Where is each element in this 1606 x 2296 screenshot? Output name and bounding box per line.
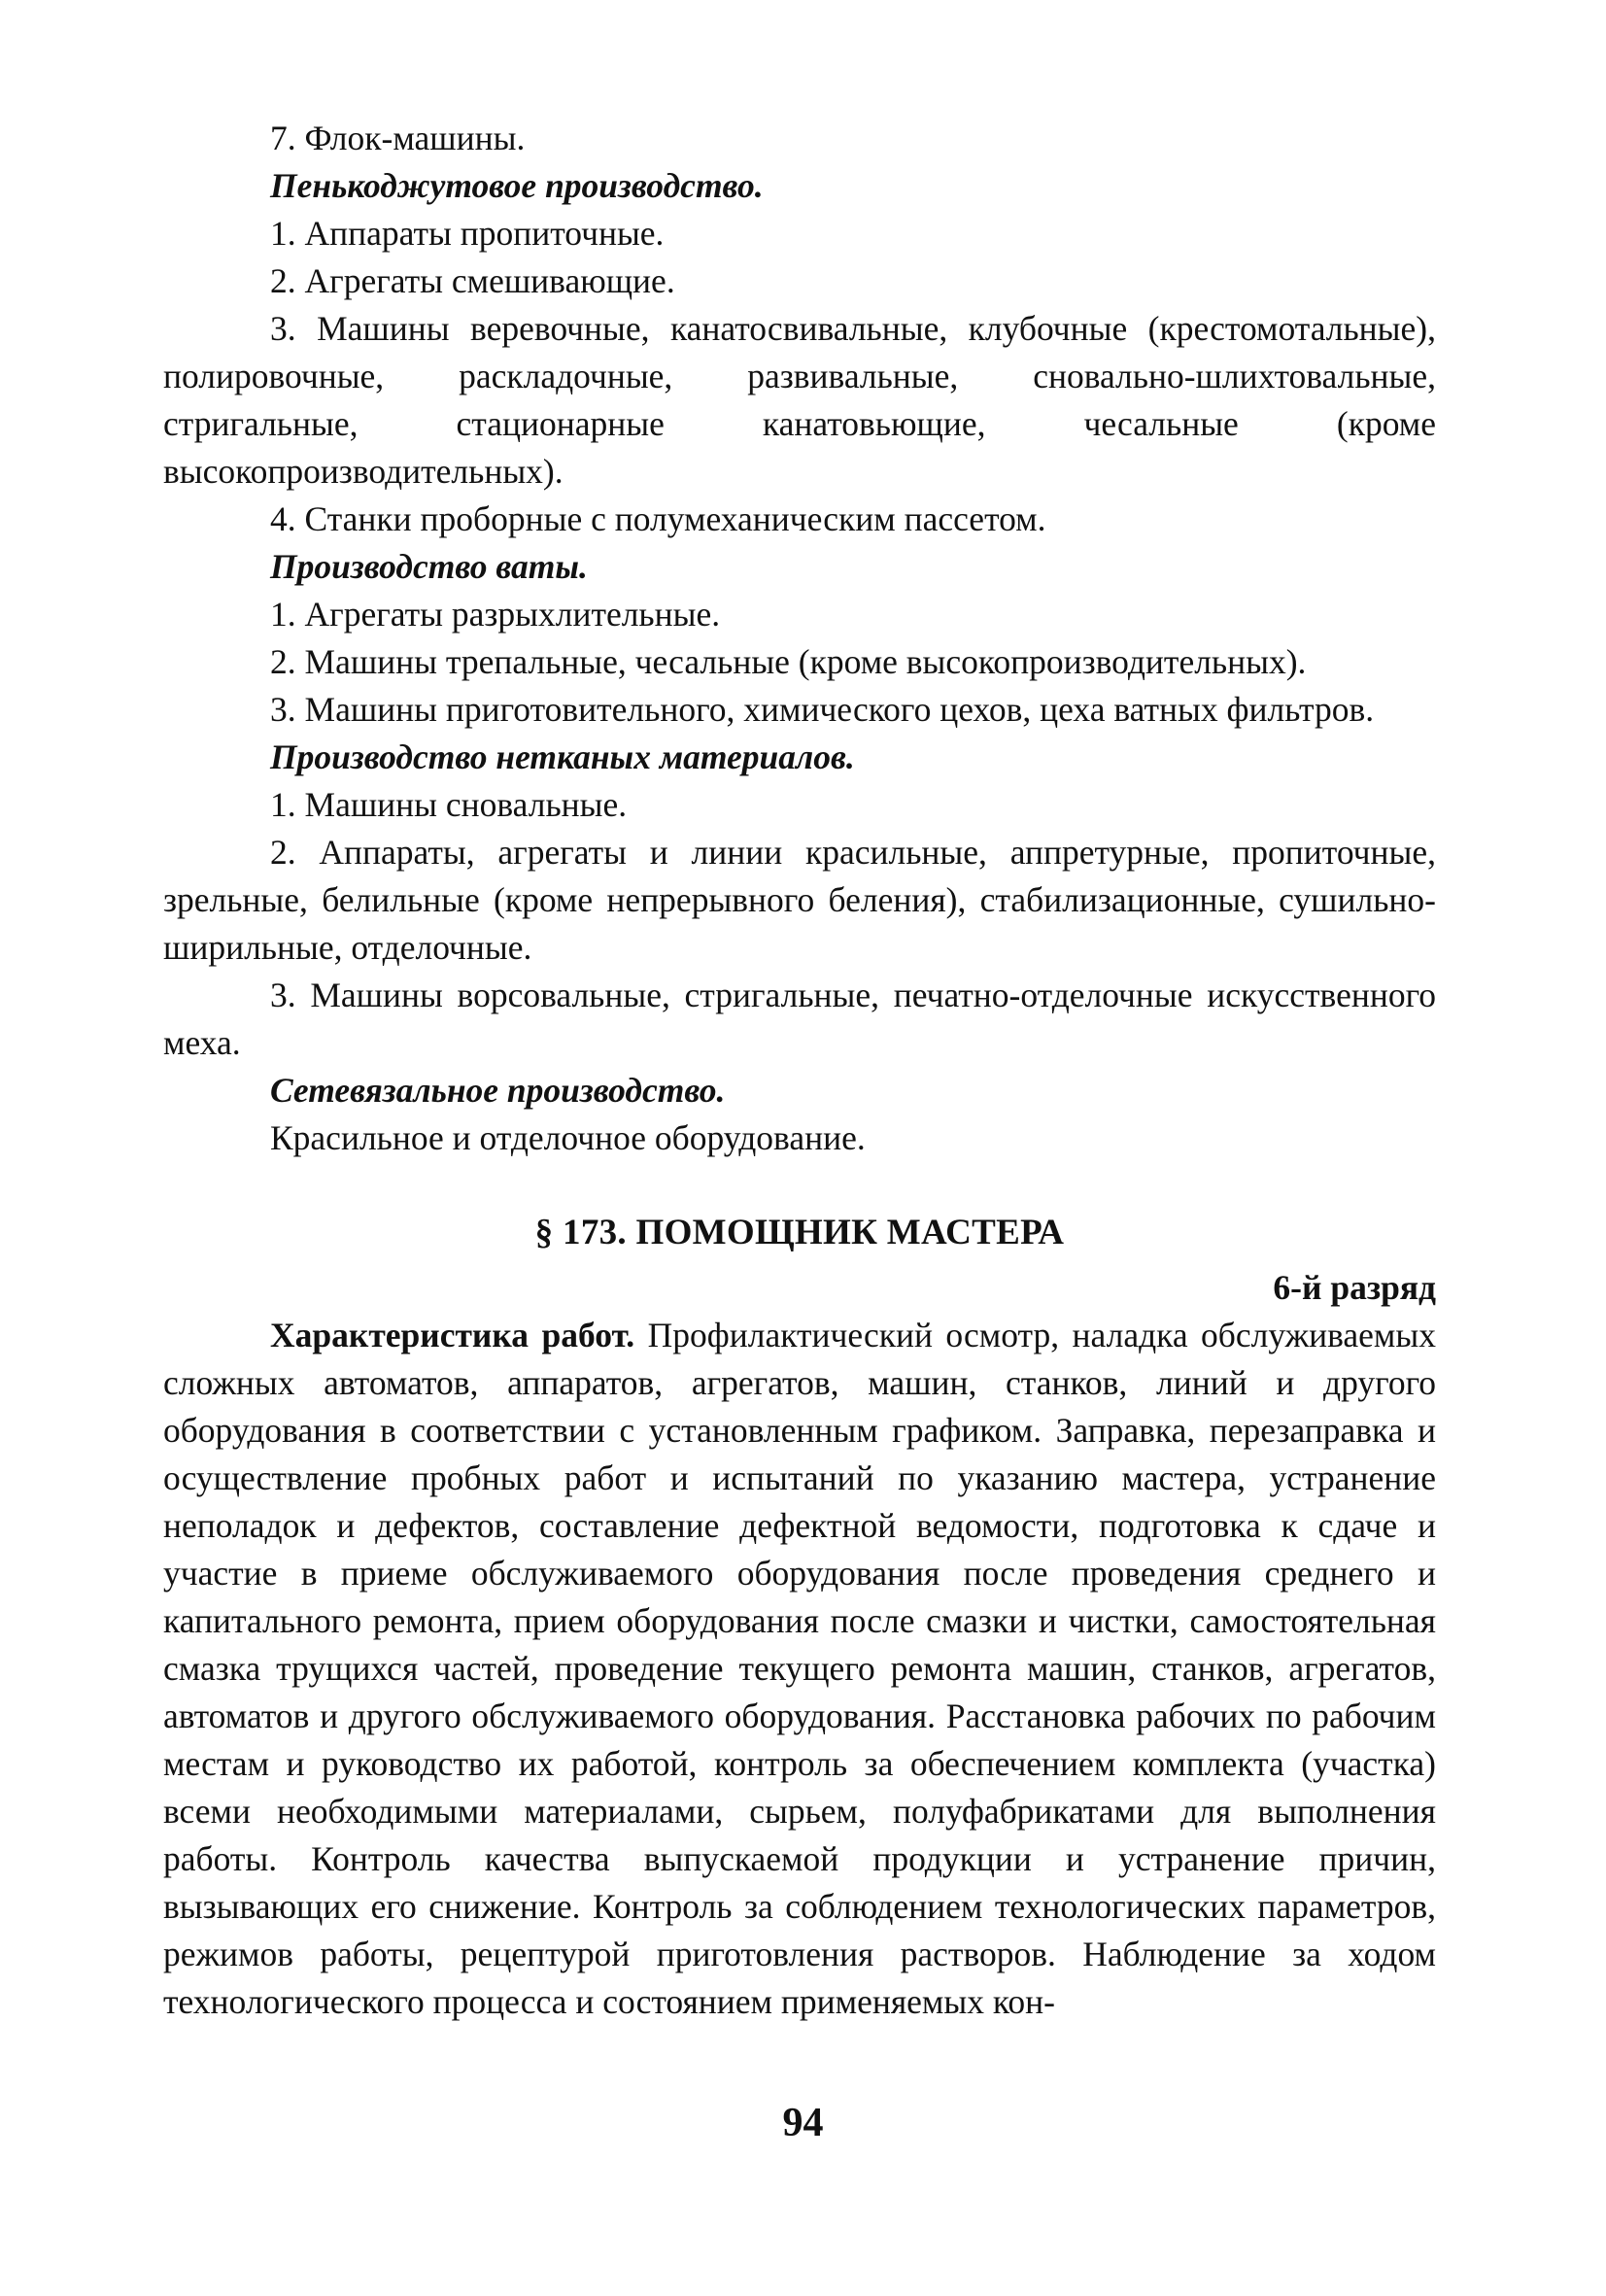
subsection-heading: Пенькоджутовое производство. [270, 166, 764, 205]
list-item: 3. Машины веревочные, канатосвивальные, клубочные (крестомотальные), полировочные, раскладочные, развивальные, сновально-шлихтовальные, стригальные, стационарные канатовьющие, чесальные (кроме высокопроизводительных). [163, 309, 1436, 491]
section-paragraph [163, 1312, 1436, 2026]
list-item: 3. Машины приготовительного, химического цехов, цеха ватных фильтров. [270, 690, 1375, 729]
list-item: Красильное и отделочное оборудование. [270, 1118, 866, 1157]
list-item: 2. Аппараты, агрегаты и линии красильные, аппретурные, пропиточные, зрельные, белильные (кроме непрерывного беления), стабилизационные, сушильно-ширильные, отделочные. [163, 833, 1436, 967]
list-item: 4. Станки проборные с полумеханическим пассетом. [270, 499, 1046, 538]
lead-text: Профилактический осмотр, наладка обслуживаемых сложных автоматов, аппаратов, агрегатов, машин, станков, линий и другого оборудования в соответствии с установленным графиком. Заправка, перезаправка и осуществление пробных работ и испытаний по указанию мастера, устранение неполадок и дефектов, составление дефектной ведомости, подготовка к сдаче и участие в приеме обслуживаемого оборудования после проведения среднего и капитального ремонта, прием оборудования после смазки и чистки, самостоятельная смазка трущихся частей, проведение текущего ремонта машин, станков, агрегатов, автоматов и другого обслуживаемого оборудования. Расстановка рабочих по рабочим местам и руководство их работой, контроль за обеспечением комплекта (участка) всеми необходимыми материалами, сырьем, полуфабрикатами для выполнения работы. Контроль качества выпускаемой продукции и устранение причин, вызывающих его снижение. Контроль за соблюдением технологических параметров, режимов работы, рецептурой приготовления растворов. Наблюдение за ходом технологического процесса и состоянием применяемых кон- [163, 1316, 1436, 2021]
list-item: 3. Машины ворсовальные, стригальные, печатно-отделочные искусственного меха. [163, 976, 1436, 1062]
page-number: 94 [782, 2101, 824, 2145]
lead-label: Характеристика работ. [270, 1316, 635, 1354]
list-item: 7. Флок-машины. [270, 119, 526, 157]
list-item: 1. Агрегаты разрыхлительные. [270, 595, 721, 634]
list-item: 2. Агрегаты смешивающие. [270, 261, 675, 300]
page-body [163, 115, 1436, 2026]
list-item: 1. Аппараты пропиточные. [270, 214, 665, 253]
rank-label: 6-й разряд [1273, 1268, 1436, 1307]
section-title: § 173. ПОМОЩНИК МАСТЕРА [534, 1213, 1065, 1252]
list-item: 1. Машины сновальные. [270, 785, 628, 824]
list-item: 2. Машины трепальные, чесальные (кроме высокопроизводительных). [270, 642, 1307, 681]
subsection-heading: Сетевязальное производство. [270, 1071, 726, 1110]
subsection-heading: Производство нетканых материалов. [270, 737, 855, 776]
subsection-heading: Производство ваты. [270, 547, 588, 586]
